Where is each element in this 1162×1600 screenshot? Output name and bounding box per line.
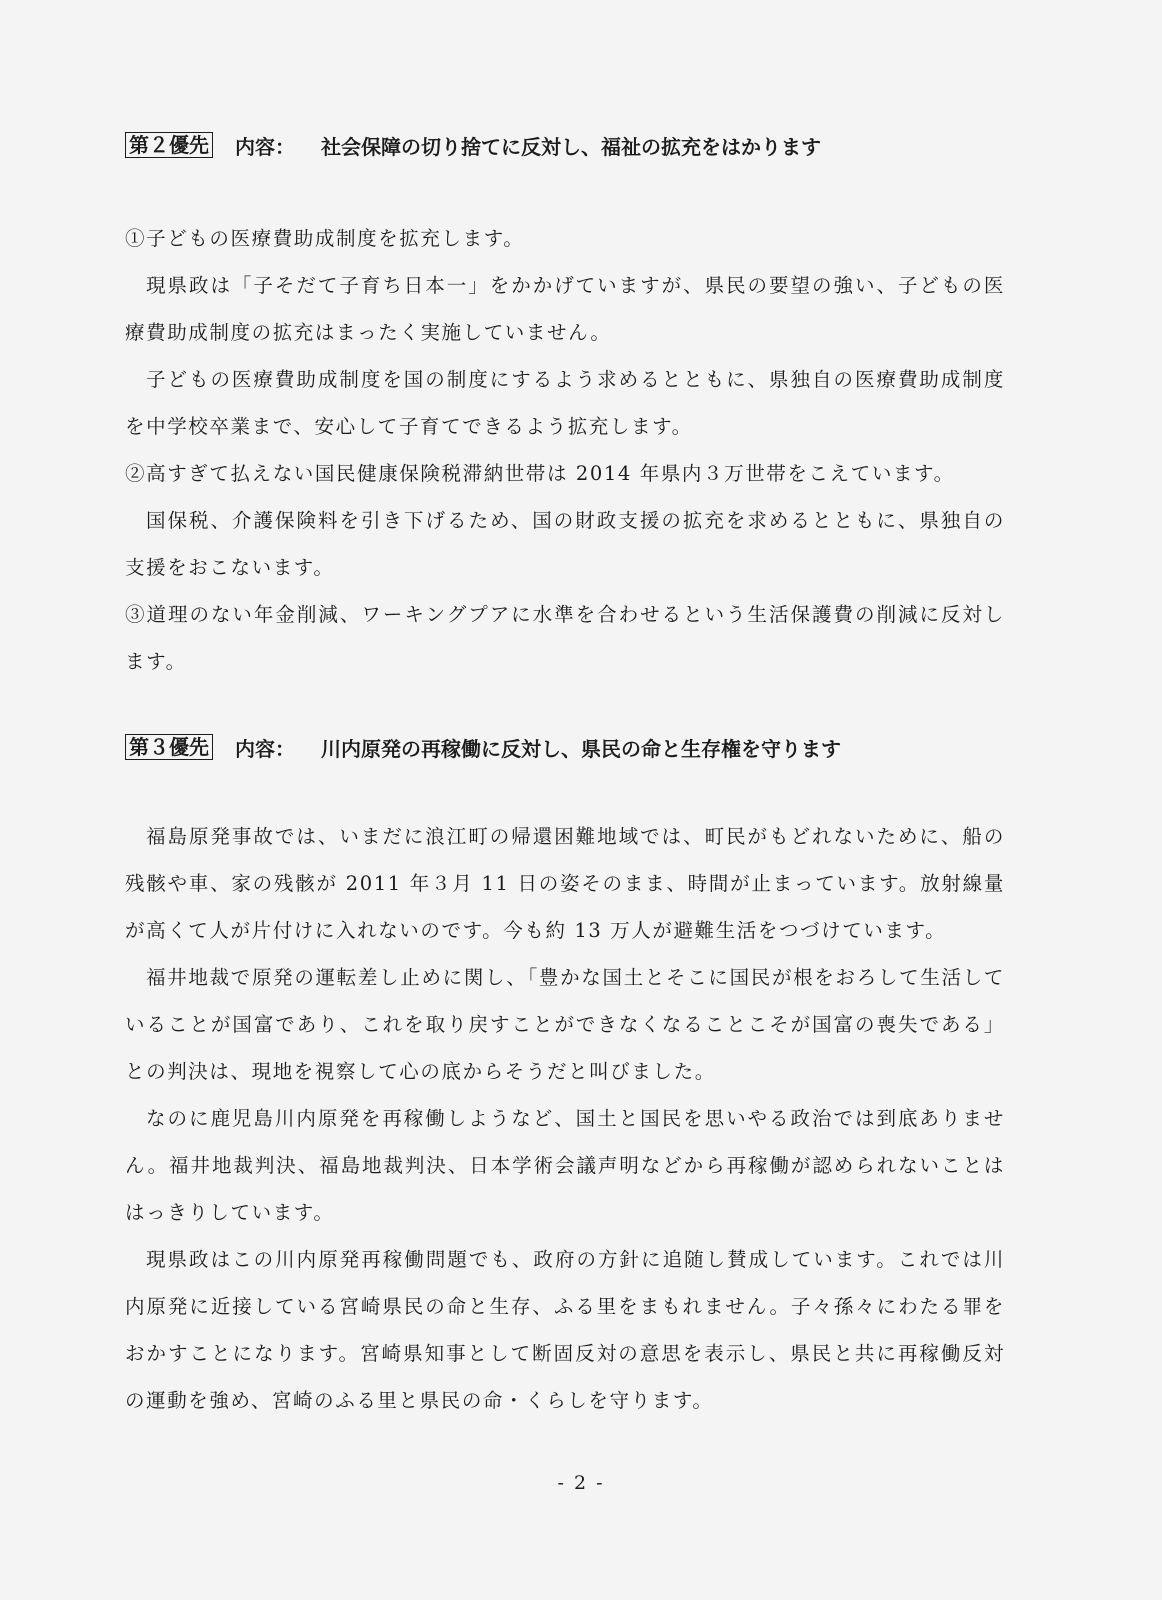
section2-paragraph: 子どもの医療費助成制度を国の制度にするよう求めるとともに、県独自の医療費助成制度を中学校卒業まで、安心して子育てできるよう拡充します。 — [125, 368, 1005, 438]
section2-paragraph: 国保税、介護保険料を引き下げるため、国の財政支援の拡充を求めるとともに、県独自の支援をおこないます。 — [125, 509, 1005, 579]
section3-paragraph: 福井地裁で原発の運転差し止めに関し、「豊かな国土とそこに国民が根をおろして生活していることが国富であり、これを取り戻すことができなくなることこそが国富の喪失である」との判決は、現地を視察して心の底からそうだと叫びました。 — [125, 966, 1005, 1083]
section2-body — [125, 215, 1005, 685]
section3-content-label: 内容： — [235, 736, 295, 761]
section3-heading — [125, 732, 841, 762]
section3-paragraph: 現県政はこの川内原発再稼働問題でも、政府の方針に追随し賛成しています。これでは川内原発に近接している宮崎県民の命と生存、ふる里をまもれません。子々孫々にわたる罪をおかすことになります。宮崎県知事として断固反対の意思を表示し、県民と共に再稼働反対の運動を強め、宮崎のふる里と県民の命・くらしを守ります。 — [125, 1248, 1005, 1412]
section2-priority-badge: 第２優先 — [125, 132, 213, 158]
section3-paragraph: 福島原発事故では、いまだに浪江町の帰還困難地域では、町民がもどれないために、船の残骸や車、家の残骸が 2011 年３月 11 日の姿そのまま、時間が止まっています。放射線量が高くて人が片付けに入れないのです。今も約 13 万人が避難生活をつづけています。 — [125, 825, 1005, 942]
page-number: - 2 - — [557, 1472, 605, 1494]
section2-heading — [125, 130, 821, 160]
section2-paragraph: 現県政は「子そだて子育ち日本一」をかかげていますが、県民の要望の強い、子どもの医療費助成制度の拡充はまったく実施していません。 — [125, 274, 1005, 344]
section3-paragraph: なのに鹿児島川内原発を再稼働しようなど、国土と国民を思いやる政治では到底ありません。福井地裁判決、福島地裁判決、日本学術会議声明などから再稼働が認められないことははっきりしています。 — [125, 1107, 1005, 1224]
section2-item-3-heading: ③道理のない年金削減、ワーキングプアに水準を合わせるという生活保護費の削減に反対します。 — [125, 603, 1005, 673]
section2-item-1-heading: ①子どもの医療費助成制度を拡充します。 — [125, 227, 525, 250]
section3-title: 川内原発の再稼働に反対し、県民の命と生存権を守ります — [321, 736, 841, 761]
section2-title: 社会保障の切り捨てに反対し、福祉の拡充をはかります — [321, 134, 821, 159]
section3-body — [125, 813, 1005, 1424]
section2-item-2-heading: ②高すぎて払えない国民健康保険税滞納世帯は 2014 年県内３万世帯をこえています。 — [125, 462, 955, 485]
section2-content-label: 内容： — [235, 134, 295, 159]
section3-priority-badge: 第３優先 — [125, 734, 213, 760]
